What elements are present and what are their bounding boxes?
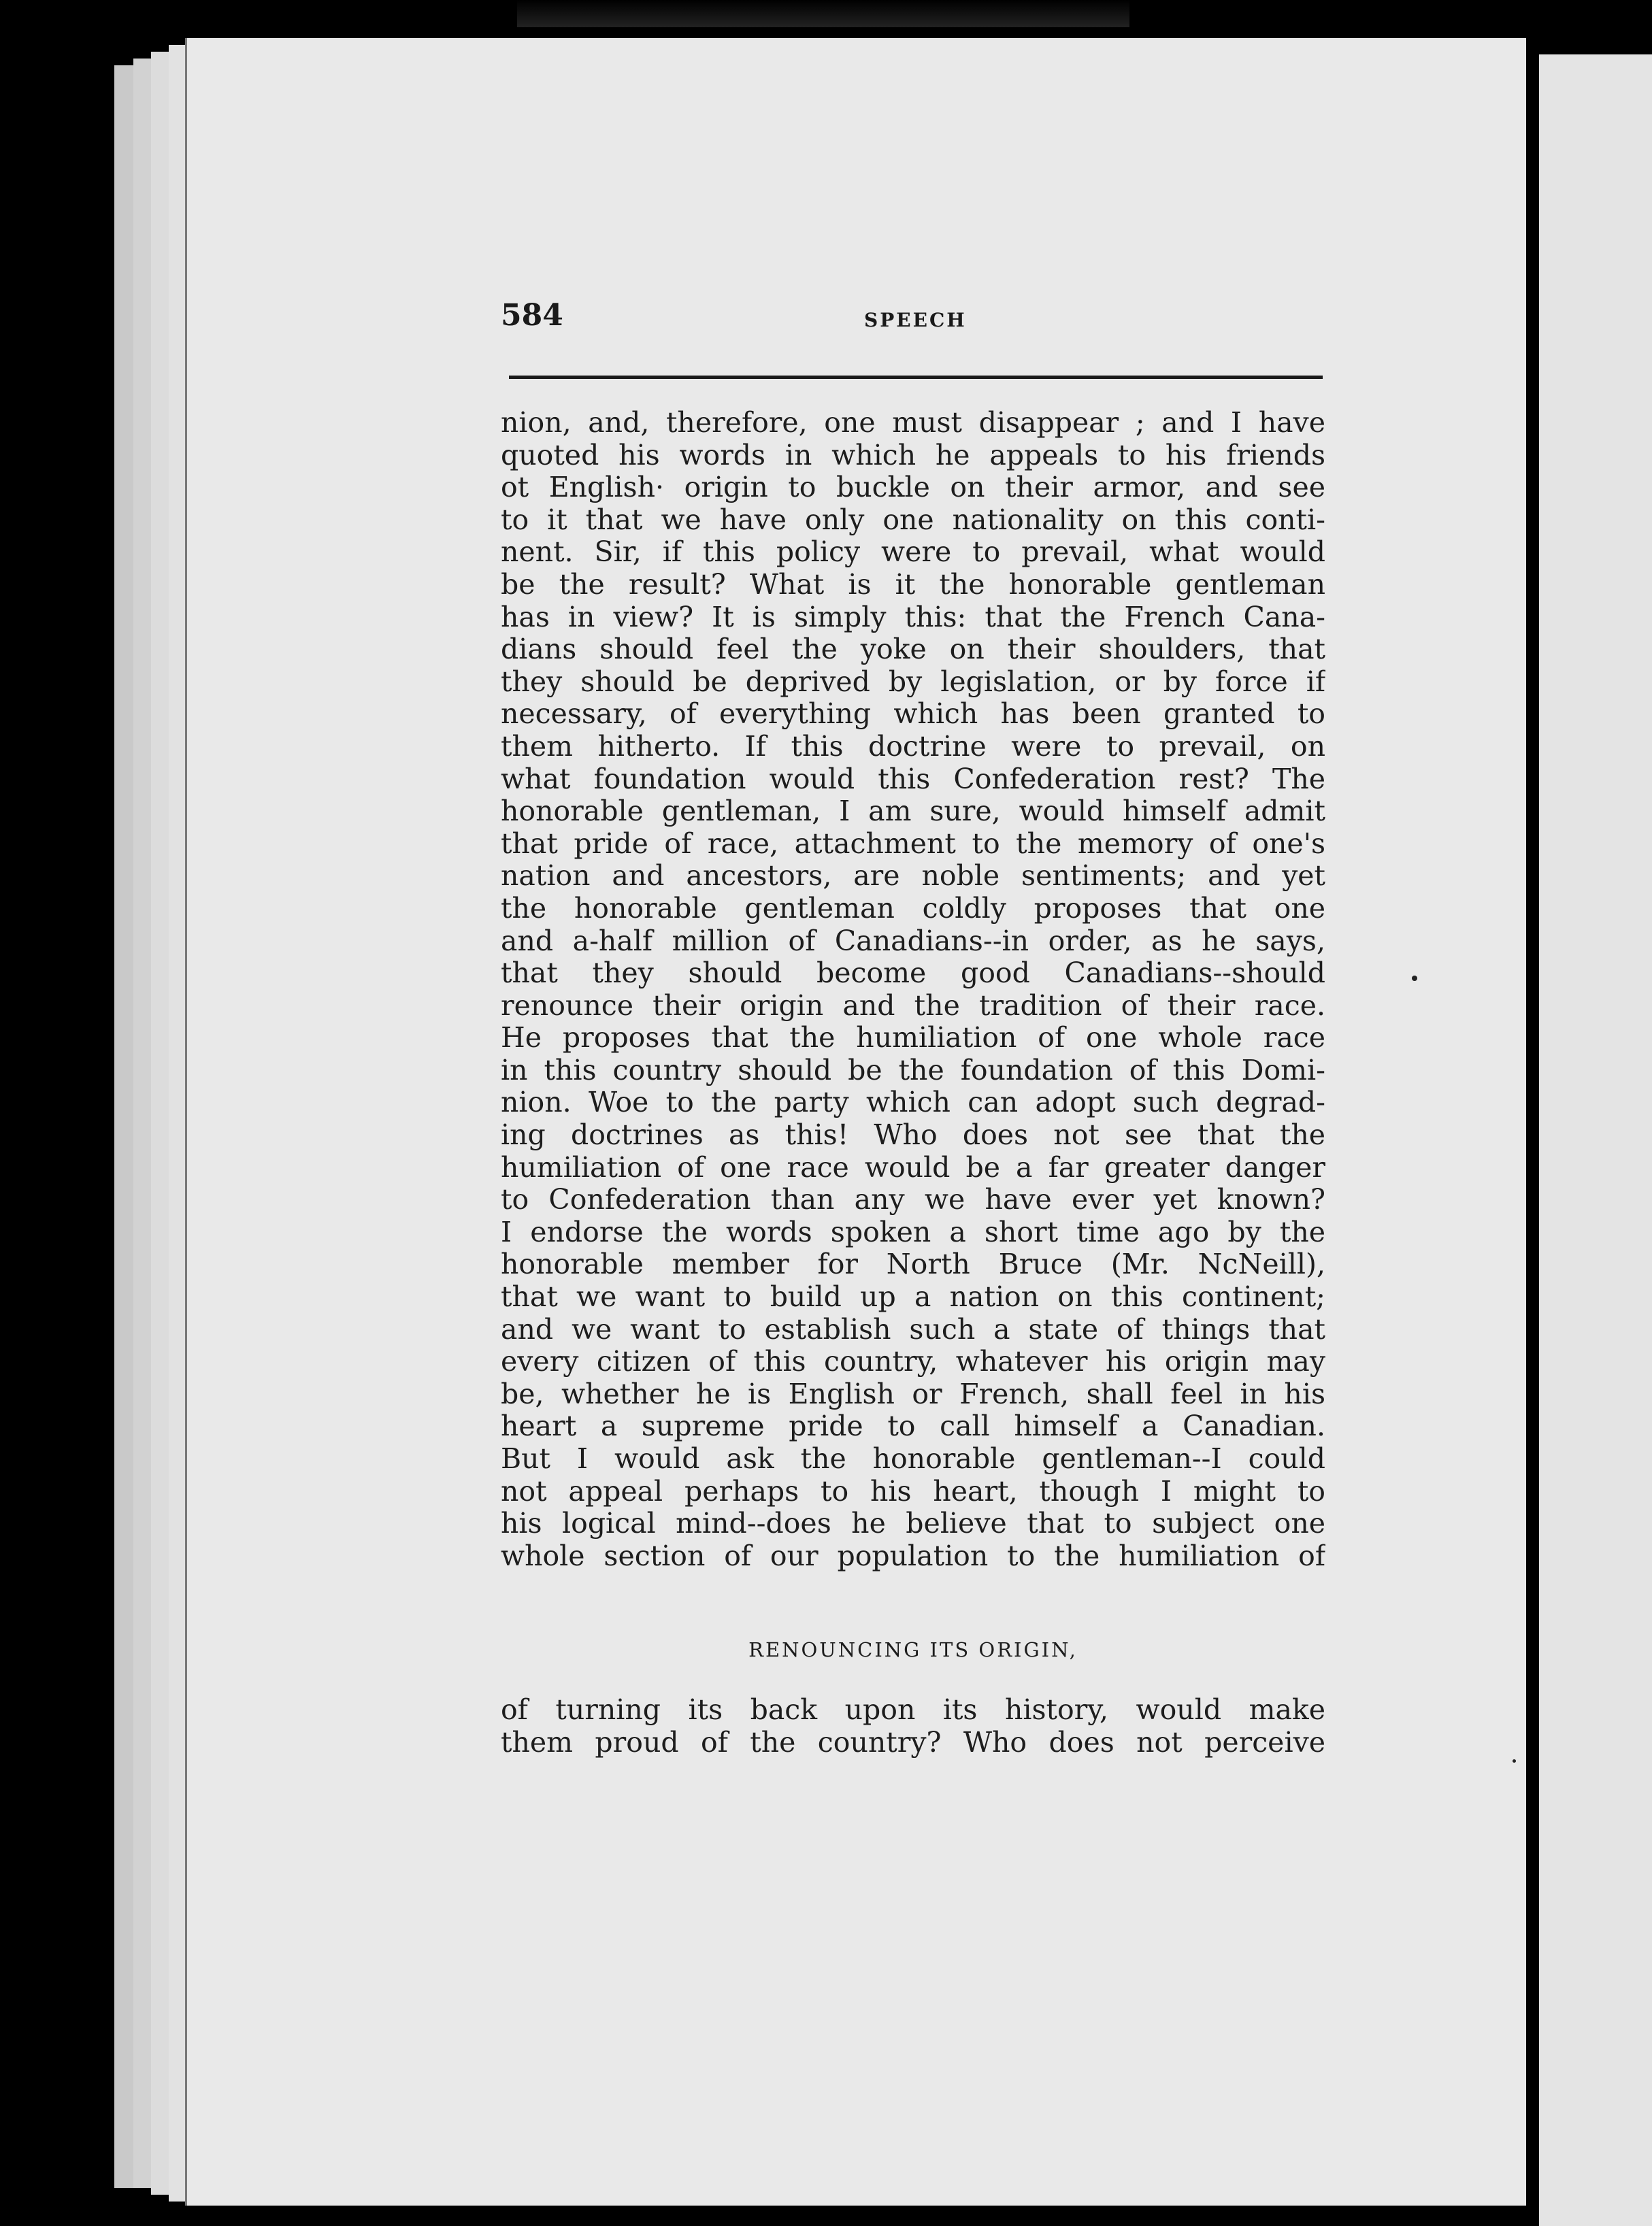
- speck: [1412, 976, 1417, 981]
- text-line: quoted his words in which he appeals to his friends: [501, 439, 1325, 471]
- facing-page: [1539, 54, 1652, 2226]
- text-line: what foundation would this Confederation rest? The: [501, 763, 1325, 795]
- text-line: heart a supreme pride to call himself a Canadian.: [501, 1410, 1325, 1443]
- text-line: ing doctrines as this! Who does not see that the: [501, 1119, 1325, 1152]
- text-line: not appeal perhaps to his heart, though I might to: [501, 1475, 1325, 1508]
- text-line: nion, and, therefore, one must disappear ; and I have: [501, 407, 1325, 439]
- body-text: [501, 407, 1325, 1572]
- text-line: renounce their origin and the tradition of their race.: [501, 989, 1325, 1022]
- text-line: dians should feel the yoke on their shoulders, that: [501, 633, 1325, 666]
- speck: [1513, 1759, 1516, 1763]
- text-line: But I would ask the honorable gentleman--I could: [501, 1443, 1325, 1475]
- header-rule: [509, 376, 1323, 379]
- text-line: He proposes that the humiliation of one whole race: [501, 1022, 1325, 1054]
- top-edge-shadow: [517, 0, 1129, 27]
- text-line: be, whether he is English or French, shall feel in his: [501, 1378, 1325, 1410]
- text-line: nation and ancestors, are noble sentiments; and yet: [501, 860, 1325, 893]
- text-line: the honorable gentleman coldly proposes that one: [501, 892, 1325, 925]
- text-line: be the result? What is it the honorable gentleman: [501, 568, 1325, 601]
- text-line: his logical mind--does he believe that to subject one: [501, 1508, 1325, 1540]
- text-line: to it that we have only one nationality on this conti-: [501, 503, 1325, 536]
- text-line: that we want to build up a nation on this continent;: [501, 1281, 1325, 1314]
- text-line: nion. Woe to the party which can adopt such degrad-: [501, 1086, 1325, 1119]
- text-line: I endorse the words spoken a short time ago by the: [501, 1216, 1325, 1248]
- section-heading: RENOUNCING ITS ORIGIN,: [748, 1638, 1078, 1661]
- page-number: 584: [501, 298, 563, 333]
- text-line: whole section of our population to the humiliation of: [501, 1540, 1325, 1572]
- text-line: that pride of race, attachment to the memory of one's: [501, 827, 1325, 860]
- text-line: them proud of the country? Who does not perceive: [501, 1726, 1325, 1759]
- text-line: and a-half million of Canadians--in order, as he says,: [501, 925, 1325, 957]
- text-line: honorable member for North Bruce (Mr. NcNeill),: [501, 1248, 1325, 1281]
- text-line: has in view? It is simply this: that the French Cana-: [501, 601, 1325, 633]
- text-line: humiliation of one race would be a far greater danger: [501, 1151, 1325, 1184]
- text-line: them hitherto. If this doctrine were to prevail, on: [501, 730, 1325, 763]
- text-line: nent. Sir, if this policy were to prevail, what would: [501, 536, 1325, 569]
- text-line: they should be deprived by legislation, or by force if: [501, 665, 1325, 698]
- text-line: ot English· origin to buckle on their armor, and see: [501, 471, 1325, 504]
- text-line: to Confederation than any we have ever yet known?: [501, 1184, 1325, 1216]
- text-line: and we want to establish such a state of things that: [501, 1313, 1325, 1346]
- text-line: every citizen of this country, whatever his origin may: [501, 1346, 1325, 1378]
- text-line: necessary, of everything which has been granted to: [501, 698, 1325, 731]
- text-line: honorable gentleman, I am sure, would himself admit: [501, 795, 1325, 828]
- text-line: that they should become good Canadians--should: [501, 957, 1325, 990]
- running-head: SPEECH: [864, 309, 967, 331]
- text-line: in this country should be the foundation of this Domi-: [501, 1054, 1325, 1086]
- text-line: of turning its back upon its history, would make: [501, 1694, 1325, 1726]
- continuation-text: [501, 1694, 1325, 1759]
- page-header: [501, 298, 1327, 339]
